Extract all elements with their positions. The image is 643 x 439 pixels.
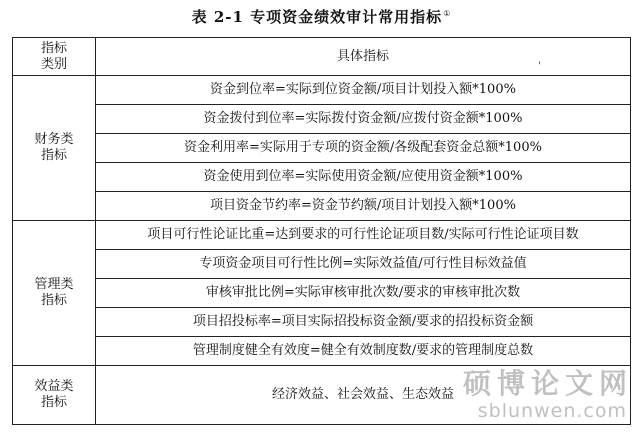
indicator-cell: 资金使用到位率=实际使用资金额/应使用资金额*100% xyxy=(96,163,631,192)
indicator-cell: 专项资金项目可行性比例=实际效益值/可行性目标效益值 xyxy=(96,250,631,279)
table-row xyxy=(13,250,631,279)
category-management xyxy=(13,221,96,366)
indicator-cell: 资金利用率=实际用于专项的资金额/各级配套资金总额*100% xyxy=(96,134,631,163)
indicator-cell: 项目资金节约率=资金节约额/项目计划投入额*100% xyxy=(96,192,631,221)
indicator-cell: 经济效益、社会效益、生态效益 xyxy=(96,366,631,425)
category-label-line2: 指标 xyxy=(40,293,67,308)
category-benefit xyxy=(13,366,96,425)
category-label-line1: 财务类 xyxy=(34,132,74,147)
indicator-cell: 资金拨付到位率=实际拨付资金额/应拨付资金额*100% xyxy=(96,105,631,134)
table-row xyxy=(13,221,631,250)
indicator-cell: 审核审批比例=实际审核审批次数/要求的审核审批次数 xyxy=(96,279,631,308)
table-row xyxy=(13,308,631,337)
indicator-cell: 项目招投标率=项目实际招投标资金额/要求的招投标资金额 xyxy=(96,308,631,337)
category-financial xyxy=(13,76,96,221)
table-row xyxy=(13,76,631,105)
table-row xyxy=(13,163,631,192)
table-row xyxy=(13,105,631,134)
table-title xyxy=(0,6,643,27)
indicator-cell: 资金到位率=实际到位资金额/项目计划投入额*100% xyxy=(96,76,631,105)
indicator-cell: 管理制度健全有效度=健全有效制度数/要求的管理制度总数 xyxy=(96,337,631,366)
table-row xyxy=(13,337,631,366)
table-row xyxy=(13,134,631,163)
table-row xyxy=(13,192,631,221)
watermark-en: sblunwen.com xyxy=(477,400,627,422)
header-category-line1: 指标 xyxy=(40,40,67,56)
watermark xyxy=(463,368,633,422)
header-category-cell xyxy=(13,38,96,76)
table-header-row xyxy=(13,38,631,76)
indicator-cell: 项目可行性论证比重=达到要求的可行性论证项目数/实际可行性论证项目数 xyxy=(96,221,631,250)
watermark-cn: 硕博论文网 xyxy=(462,367,633,400)
header-category-line2: 类别 xyxy=(40,56,67,72)
category-label-line2: 指标 xyxy=(40,148,67,163)
header-indicator-cell: 具体指标 xyxy=(96,38,631,76)
table-title-text: 表 2-1 专项资金绩效审计常用指标 xyxy=(191,8,443,26)
category-label-line2: 指标 xyxy=(40,395,67,410)
table-row xyxy=(13,279,631,308)
title-footnote-marker: ① xyxy=(443,9,452,18)
stray-mark: ' xyxy=(538,61,541,72)
category-label-line1: 管理类 xyxy=(34,277,74,292)
category-label-line1: 效益类 xyxy=(34,379,74,394)
